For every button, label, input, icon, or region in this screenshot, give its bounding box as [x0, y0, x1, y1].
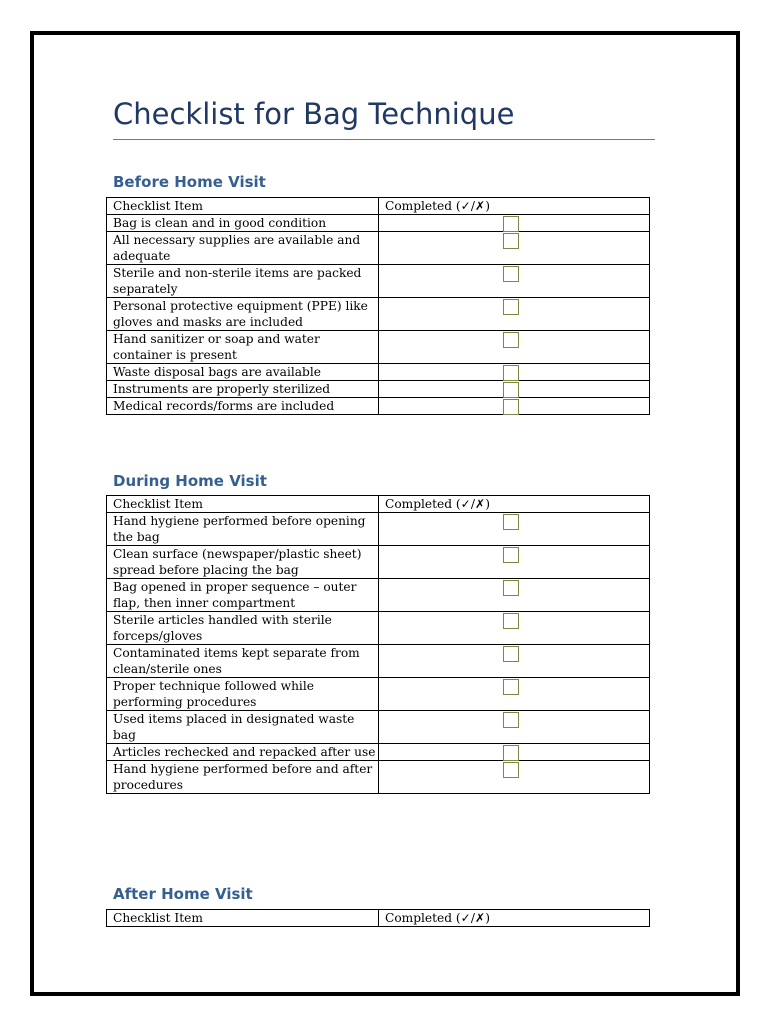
table-row [107, 744, 650, 761]
table-row [107, 381, 650, 398]
checklist-item-text: Bag opened in proper sequence – outer flap, then inner compartment [107, 579, 379, 612]
table-header-row [107, 198, 650, 215]
completed-checkbox[interactable] [503, 299, 519, 315]
checklist-table-during-visit [106, 495, 650, 794]
table-row [107, 546, 650, 579]
section-heading-before-visit: Before Home Visit [113, 173, 266, 191]
column-header-item: Checklist Item [107, 496, 379, 513]
table-row [107, 579, 650, 612]
completed-cell [379, 398, 650, 415]
column-header-completed: Completed (✓/✗) [379, 496, 650, 513]
table-row [107, 215, 650, 232]
column-header-completed: Completed (✓/✗) [379, 910, 650, 927]
checklist-item-text: Hand sanitizer or soap and water container is present [107, 331, 379, 364]
completed-cell [379, 364, 650, 381]
checklist-item-text: Sterile and non-sterile items are packed separately [107, 265, 379, 298]
table-header-row [107, 496, 650, 513]
completed-cell [379, 298, 650, 331]
checklist-item-text: Hand hygiene performed before and after procedures [107, 761, 379, 794]
completed-checkbox[interactable] [503, 613, 519, 629]
table-row [107, 678, 650, 711]
checklist-item-text: Contaminated items kept separate from clean/sterile ones [107, 645, 379, 678]
checklist-table-after-visit [106, 909, 650, 927]
completed-cell [379, 546, 650, 579]
completed-checkbox[interactable] [503, 233, 519, 249]
checklist-item-text: Hand hygiene performed before opening the bag [107, 513, 379, 546]
column-header-item: Checklist Item [107, 198, 379, 215]
completed-checkbox[interactable] [503, 266, 519, 282]
completed-checkbox[interactable] [503, 365, 519, 381]
completed-checkbox[interactable] [503, 762, 519, 778]
completed-cell [379, 744, 650, 761]
completed-checkbox[interactable] [503, 216, 519, 232]
checklist-item-text: Bag is clean and in good condition [107, 215, 379, 232]
completed-cell [379, 215, 650, 232]
completed-checkbox[interactable] [503, 646, 519, 662]
checklist-item-text: Sterile articles handled with sterile forceps/gloves [107, 612, 379, 645]
document-title: Checklist for Bag Technique [113, 97, 515, 131]
column-header-completed: Completed (✓/✗) [379, 198, 650, 215]
completed-checkbox[interactable] [503, 332, 519, 348]
completed-checkbox[interactable] [503, 745, 519, 761]
completed-checkbox[interactable] [503, 514, 519, 530]
checklist-item-text: Used items placed in designated waste bag [107, 711, 379, 744]
table-row [107, 265, 650, 298]
column-header-item: Checklist Item [107, 910, 379, 927]
table-row [107, 645, 650, 678]
table-row [107, 761, 650, 794]
table-row [107, 232, 650, 265]
completed-cell [379, 678, 650, 711]
checklist-item-text: Instruments are properly sterilized [107, 381, 379, 398]
section-heading-during-visit: During Home Visit [113, 472, 267, 490]
table-row [107, 331, 650, 364]
completed-cell [379, 579, 650, 612]
section-heading-after-visit: After Home Visit [113, 885, 253, 903]
table-row [107, 364, 650, 381]
table-row [107, 612, 650, 645]
completed-cell [379, 645, 650, 678]
table-header-row [107, 910, 650, 927]
completed-checkbox[interactable] [503, 712, 519, 728]
completed-cell [379, 761, 650, 794]
checklist-item-text: Medical records/forms are included [107, 398, 379, 415]
completed-checkbox[interactable] [503, 580, 519, 596]
completed-checkbox[interactable] [503, 679, 519, 695]
table-row [107, 298, 650, 331]
completed-cell [379, 265, 650, 298]
completed-cell [379, 381, 650, 398]
checklist-item-text: Proper technique followed while performing procedures [107, 678, 379, 711]
table-row [107, 513, 650, 546]
completed-checkbox[interactable] [503, 399, 519, 415]
checklist-item-text: Personal protective equipment (PPE) like gloves and masks are included [107, 298, 379, 331]
completed-cell [379, 711, 650, 744]
checklist-item-text: Waste disposal bags are available [107, 364, 379, 381]
table-row [107, 711, 650, 744]
checklist-item-text: Articles rechecked and repacked after use [107, 744, 379, 761]
completed-cell [379, 612, 650, 645]
checklist-table-before-visit [106, 197, 650, 415]
title-underline [113, 139, 655, 140]
completed-cell [379, 331, 650, 364]
checklist-item-text: Clean surface (newspaper/plastic sheet) spread before placing the bag [107, 546, 379, 579]
completed-cell [379, 513, 650, 546]
completed-cell [379, 232, 650, 265]
completed-checkbox[interactable] [503, 547, 519, 563]
table-row [107, 398, 650, 415]
completed-checkbox[interactable] [503, 382, 519, 398]
checklist-item-text: All necessary supplies are available and adequate [107, 232, 379, 265]
